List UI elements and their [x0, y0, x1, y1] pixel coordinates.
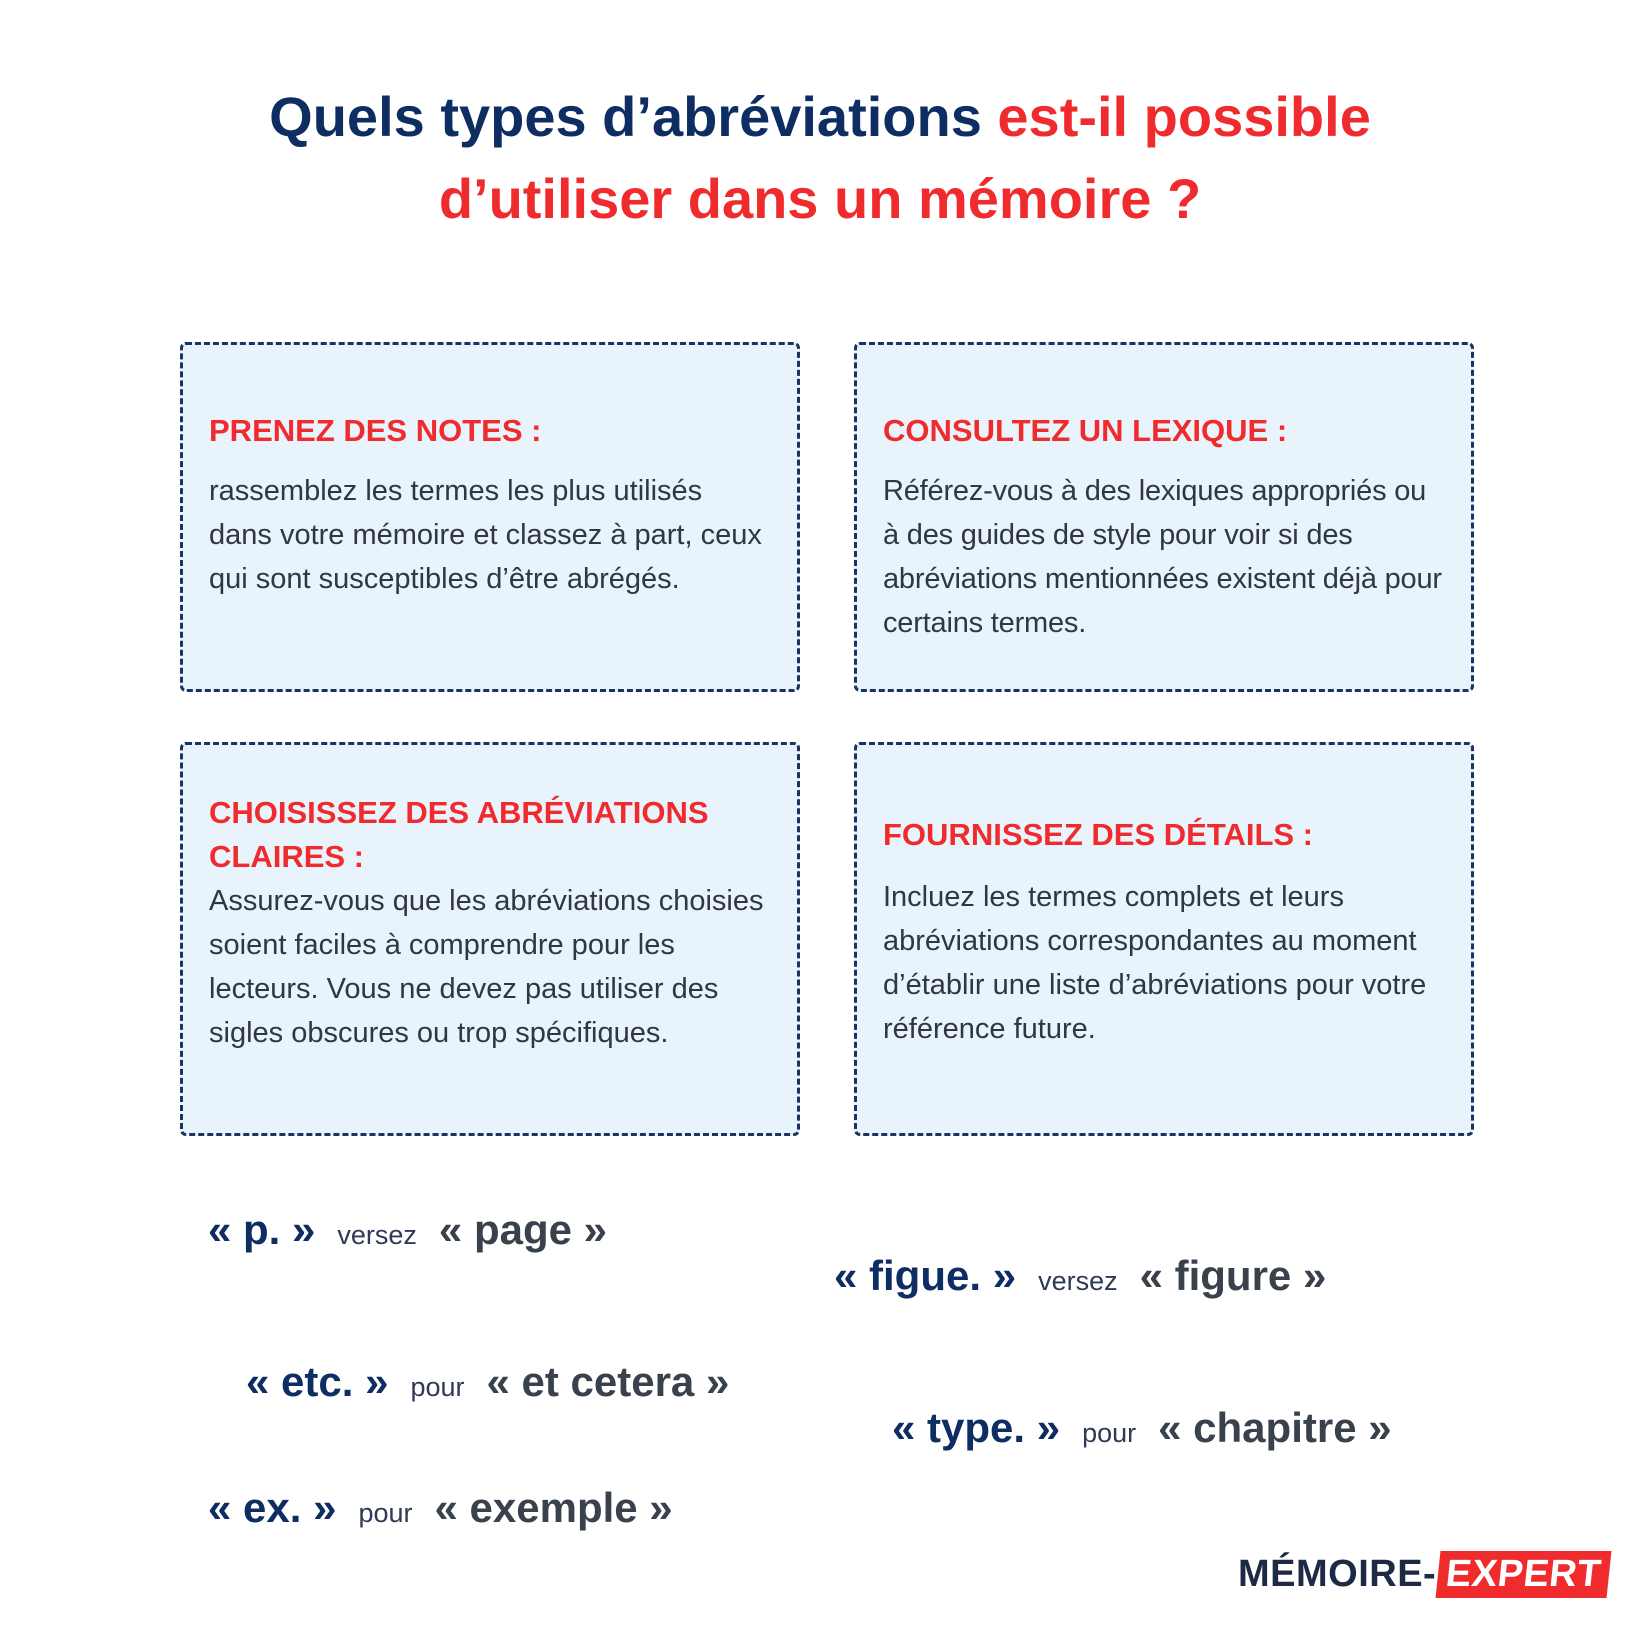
abbreviation-connector: versez — [1038, 1266, 1118, 1296]
abbreviation-example-page — [208, 1200, 607, 1265]
abbreviation-connector: pour — [410, 1372, 465, 1402]
abbreviation-example-chapitre — [892, 1398, 1392, 1463]
page-title — [0, 76, 1640, 240]
card-heading: PRENEZ DES NOTES : — [209, 413, 542, 448]
abbreviation-long: « page » — [438, 1206, 608, 1253]
abbreviation-example-figure — [834, 1246, 1326, 1311]
memoire-expert-logo — [1238, 1544, 1609, 1604]
abbreviation-short: « p. » — [208, 1206, 316, 1253]
card-fournissez-des-details — [854, 742, 1474, 1136]
card-body: rassemblez les termes les plus utilisés dans votre mémoire et classez à part, ceux qui sont susceptibles d’être abrégés. — [209, 475, 762, 595]
abbreviation-short: « type. » — [892, 1404, 1061, 1451]
abbreviation-short: « etc. » — [246, 1358, 389, 1405]
abbreviation-long: « exemple » — [434, 1484, 673, 1531]
abbreviation-connector: pour — [358, 1498, 413, 1528]
title-part-3: d’utiliser dans un mémoire ? — [438, 167, 1202, 230]
card-heading: CHOISISSEZ DES ABRÉVIATIONS CLAIRES : — [209, 795, 709, 874]
card-heading: FOURNISSEZ DES DÉTAILS : — [883, 817, 1314, 852]
card-prenez-des-notes — [180, 342, 800, 692]
logo-text-memoire: MÉMOIRE- — [1238, 1552, 1437, 1595]
title-part-2: est-il possible — [997, 85, 1371, 148]
card-body: Assurez-vous que les abréviations choisies soient faciles à comprendre pour les lecteurs. Vous ne devez pas utiliser des sigles obscures ou trop spécifiques. — [209, 885, 764, 1049]
card-heading: CONSULTEZ UN LEXIQUE : — [883, 413, 1288, 448]
abbreviation-long: « chapitre » — [1158, 1404, 1392, 1451]
logo-text-expert: EXPERT — [1436, 1551, 1612, 1598]
abbreviation-long: « figure » — [1139, 1252, 1327, 1299]
card-body: Référez-vous à des lexiques appropriés ou à des guides de style pour voir si des abréviations mentionnées existent déjà pour certains termes. — [883, 475, 1442, 639]
card-consultez-un-lexique — [854, 342, 1474, 692]
abbreviation-short: « ex. » — [208, 1484, 337, 1531]
abbreviation-short: « figue. » — [834, 1252, 1017, 1299]
abbreviation-connector: versez — [337, 1220, 417, 1250]
card-choisissez-des-abreviations-claires — [180, 742, 800, 1136]
abbreviation-connector: pour — [1082, 1418, 1137, 1448]
abbreviation-example-exemple — [208, 1478, 673, 1543]
abbreviation-example-et-cetera — [246, 1352, 729, 1417]
title-part-1: Quels types d’abréviations — [269, 85, 998, 148]
abbreviation-long: « et cetera » — [486, 1358, 730, 1405]
card-body: Incluez les termes complets et leurs abréviations correspondantes au moment d’établir une liste d’abréviations pour votre référence future. — [883, 881, 1427, 1045]
